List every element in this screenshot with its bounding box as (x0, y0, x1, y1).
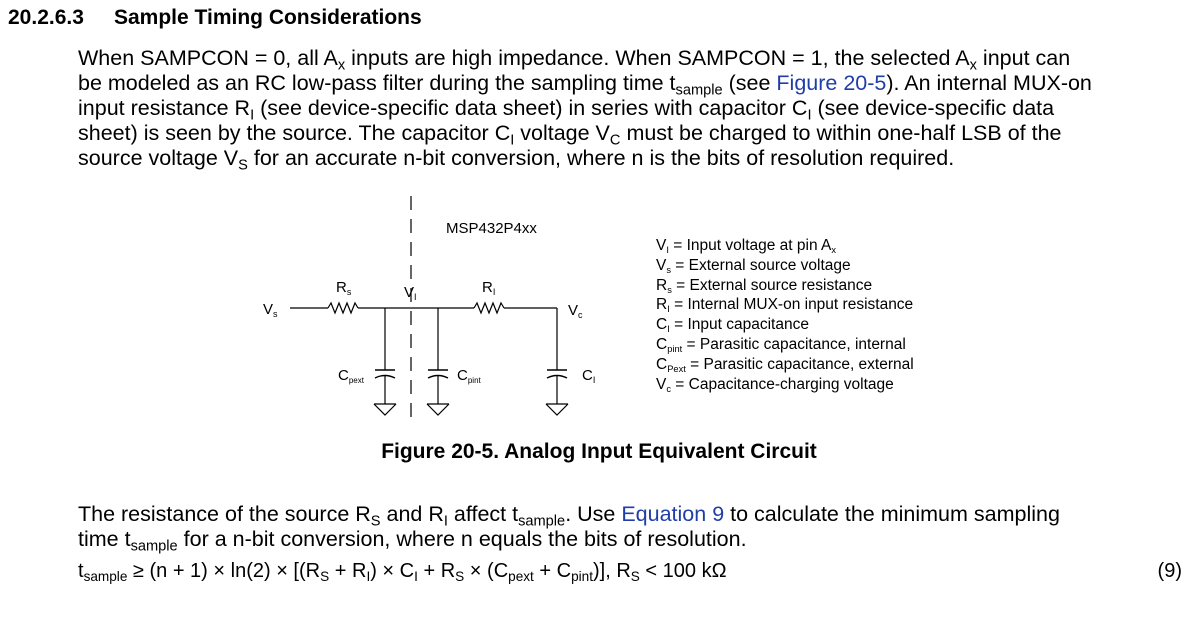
vs-label: $V_s$ (263, 301, 278, 319)
cpint-capacitor-symbol (427, 308, 449, 415)
figure-legend (656, 236, 914, 394)
circuit-diagram (0, 0, 660, 440)
legend-item: $V_s$ = External source voltage (656, 256, 851, 275)
section-number: 20.2.6.3 (8, 6, 84, 29)
section-title: Sample Timing Considerations (114, 6, 422, 29)
rs-label: $R_s$ (336, 279, 352, 297)
legend-item: $R_s$ = External source resistance (656, 276, 873, 295)
legend-item: $C_I$ = Input capacitance (656, 316, 809, 334)
vi-label: $V_I$ (404, 284, 417, 302)
equation-link[interactable]: Equation 9 (621, 502, 725, 526)
para2-line2: time $t_{sample}$ for a n-bit conversion, where n equals the bits of resolution. (78, 527, 747, 555)
figure-link[interactable]: Figure 20-5 (776, 71, 887, 95)
rs-resistor-symbol (328, 303, 358, 313)
legend-item: $R_I$ = Internal MUX-on input resistance (656, 296, 914, 315)
legend-item: $V_c$ = Capacitance-charging voltage (656, 375, 894, 394)
ri-resistor-symbol (474, 303, 504, 313)
vc-label: $V_c$ (568, 302, 583, 320)
legend-item: $C_{pint}$ = Parasitic capacitance, internal (656, 335, 906, 354)
para1-line1: When SAMPCON = 0, all $A_x$ inputs are high impedance. When SAMPCON = 1, the selected $A_x$ input can (78, 46, 1071, 74)
cpext-label: $C_{pext}$ (338, 367, 364, 385)
para2-line1: The resistance of the source $R_S$ and $R_I$ affect $t_{sample}$. Use Equation 9 to calculate the minimum sampling (78, 502, 1060, 530)
cpint-label: $C_{pint}$ (457, 367, 481, 385)
para1-line2: be modeled as an RC low-pass filter during the sampling time $t_{sample}$ (see Figure 20-5). An internal MUX-on (78, 71, 1092, 99)
equation-9: $t_{sample} \ge (n + 1) \times \ln(2) \times [(R_S + R_I) \times C_I + R_S \times (C_{pext} + C_{pint})]$, $R_S < 100$ kΩ (78, 560, 727, 585)
equation-number: (9) (1157, 560, 1182, 582)
paragraph-resistance (78, 502, 1060, 555)
para1-line4: sheet) is seen by the source. The capacitor $C_I$ voltage $V_C$ must be charged to within one-half LSB of the (78, 121, 1062, 149)
figure-caption: Figure 20-5. Analog Input Equivalent Circuit (381, 440, 817, 463)
legend-item: $V_I$ = Input voltage at pin $A_x$ (656, 237, 837, 255)
ci-label: $C_I$ (582, 367, 596, 385)
para1-line5: source voltage $V_S$ for an accurate n-bit conversion, where n is the bits of resolution required. (78, 146, 955, 174)
device-label: MSP432P4xx (446, 220, 537, 237)
legend-item: $C_{Pext}$ = Parasitic capacitance, external (656, 355, 914, 374)
cpext-capacitor-symbol (374, 308, 396, 415)
ri-label: $R_I$ (482, 279, 496, 297)
ci-capacitor-symbol (546, 308, 568, 415)
para1-line3: input resistance $R_I$ (see device-specific data sheet) in series with capacitor $C_I$ (see device-specific data (78, 96, 1055, 124)
